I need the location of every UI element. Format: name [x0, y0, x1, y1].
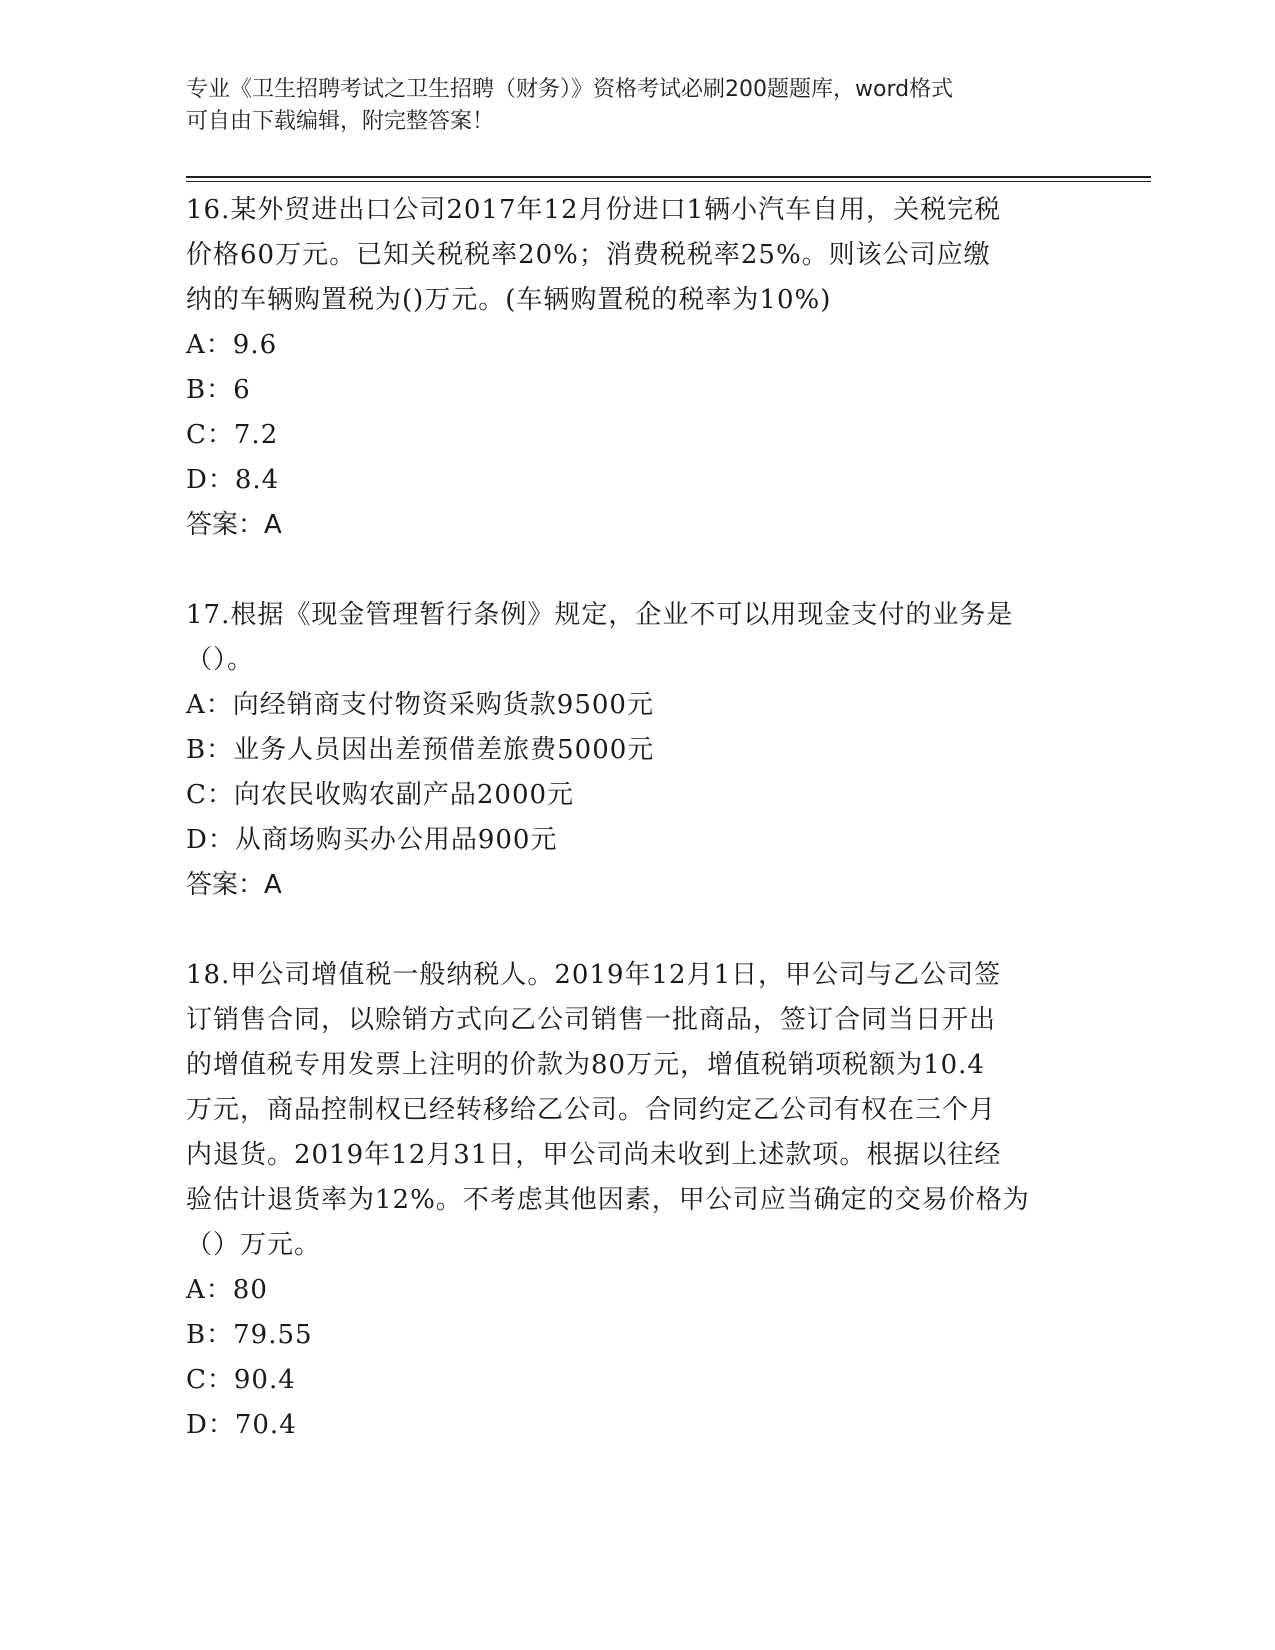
option-b: B：79.55 [186, 1320, 313, 1350]
answer-line: 答案：A [186, 870, 282, 900]
option-d: D：从商场购买办公用品900元 [186, 825, 558, 855]
option-a: A：9.6 [186, 330, 278, 360]
option-d: D：8.4 [186, 465, 280, 495]
question-text-line: （）万元。 [186, 1230, 322, 1260]
question-text [186, 593, 1086, 683]
question-spacer [186, 908, 1086, 953]
option-a: A：80 [186, 1275, 268, 1305]
question-text-line: 18.甲公司增值税一般纳税人。2019年12月1日，甲公司与乙公司签 [186, 960, 1002, 990]
header-divider-thick [186, 176, 1151, 178]
question-text-line: 验估计退货率为12%。不考虑其他因素，甲公司应当确定的交易价格为 [186, 1185, 1030, 1215]
option-a: A：向经销商支付物资采购货款9500元 [186, 690, 654, 720]
question-text-line: 万元，商品控制权已经转移给乙公司。合同约定乙公司有权在三个月 [186, 1095, 997, 1125]
option-b: B：业务人员因出差预借差旅费5000元 [186, 735, 655, 765]
option-b: B：6 [186, 375, 251, 405]
question-text-line: 订销售合同，以赊销方式向乙公司销售一批商品，签订合同当日开出 [186, 1005, 997, 1035]
question-text [186, 953, 1086, 1268]
question-text-line: 的增值税专用发票上注明的价款为80万元，增值税销项税额为10.4 [186, 1050, 985, 1080]
answer-line: 答案：A [186, 510, 282, 540]
question-18 [186, 953, 1086, 1448]
option-c: C：7.2 [186, 420, 279, 450]
question-16 [186, 188, 1086, 548]
question-text-line: 17.根据《现金管理暂行条例》规定，企业不可以用现金支付的业务是 [186, 600, 1014, 630]
question-text-line: 纳的车辆购置税为()万元。(车辆购置税的税率为10%) [186, 285, 832, 315]
question-text-line: （）。 [186, 645, 255, 675]
option-c: C：向农民收购农副产品2000元 [186, 780, 575, 810]
question-spacer [186, 548, 1086, 593]
question-17 [186, 593, 1086, 908]
question-list [186, 188, 1086, 1448]
header-line-2: 可自由下载编辑，附完整答案！ [186, 109, 495, 134]
question-text [186, 188, 1086, 323]
page-header [186, 74, 1086, 138]
question-text-line: 内退货。2019年12月31日，甲公司尚未收到上述款项。根据以往经 [186, 1140, 1002, 1170]
question-text-line: 价格60万元。已知关税税率20%；消费税税率25%。则该公司应缴 [186, 240, 991, 270]
option-c: C：90.4 [186, 1365, 296, 1395]
option-d: D：70.4 [186, 1410, 297, 1440]
question-text-line: 16.某外贸进出口公司2017年12月份进口1辆小汽车自用，关税完税 [186, 195, 1002, 225]
header-line-1: 专业《卫生招聘考试之卫生招聘（财务）》资格考试必刷200题题库，word格式 [186, 77, 954, 102]
header-divider-thin [186, 181, 1151, 182]
